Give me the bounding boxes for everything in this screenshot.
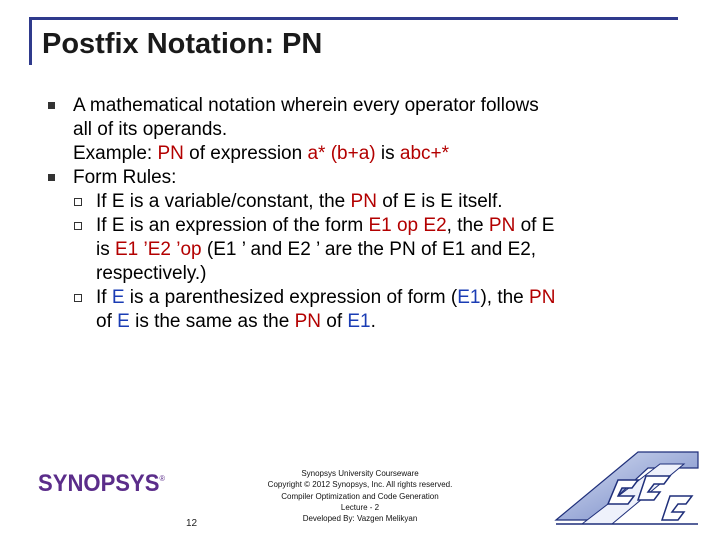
text-span: If E is a variable/constant, the (96, 191, 351, 212)
text-span: ), the (480, 287, 530, 308)
footer-credits (250, 468, 470, 524)
highlight-text: E1 (347, 311, 371, 332)
text-span: all of its operands. (73, 119, 228, 140)
text-span: If E is an expression of the form (96, 215, 369, 236)
text-line (73, 118, 227, 142)
text-span: of E is E itself. (376, 191, 503, 212)
text-line (96, 262, 207, 286)
text-span: of E (515, 215, 555, 236)
footer-line-lecture: Lecture - 2 (340, 502, 380, 512)
text-line (96, 286, 555, 310)
highlight-text: E1 ’E2 ’op (115, 239, 202, 260)
text-span: of expression (183, 143, 308, 164)
highlight-text: abc+* (399, 143, 449, 164)
highlight-text: a* (b+a) (307, 143, 376, 164)
text-span: of (96, 311, 118, 332)
highlight-text: PN (350, 191, 377, 212)
footer-line-author: Developed By: Vazgen Melikyan (302, 514, 418, 524)
text-span: respectively.) (96, 263, 207, 284)
page-number: 12 (186, 518, 198, 529)
highlight-text: PN (529, 287, 556, 308)
text-span: . (370, 311, 376, 332)
bullet-square-icon (48, 102, 55, 109)
highlight-text: E1 op E2 (368, 215, 447, 236)
highlight-text: PN (157, 143, 184, 164)
synopsys-logo (38, 470, 165, 498)
footer-line-course: Compiler Optimization and Code Generation (281, 491, 439, 501)
text-line (96, 310, 376, 334)
footer-line-courseware: Synopsys University Courseware (301, 469, 419, 478)
synopsys-logo-text: SYNOPSYS (38, 470, 160, 497)
text-line (73, 94, 539, 118)
registered-mark: ® (159, 474, 165, 483)
text-span: (E1 ’ and E2 ’ are the PN of E1 and E2, (201, 239, 537, 260)
text-span: A mathematical notation wherein every operator follows (73, 95, 539, 116)
sub-bullet-box-icon (74, 198, 82, 206)
text-span: is the same as the (129, 311, 295, 332)
csc-logo-icon (552, 446, 702, 528)
highlight-text: E (111, 287, 125, 308)
slide-title: Postfix Notation: PN (42, 28, 323, 60)
sub-bullet-box-icon (74, 222, 82, 230)
text-span: is a parenthesized expression of form ( (124, 287, 458, 308)
text-span: If (96, 287, 112, 308)
text-line (73, 142, 449, 166)
text-span: Example: (73, 143, 158, 164)
text-span: is (375, 143, 400, 164)
highlight-text: E1 (457, 287, 481, 308)
text-line (96, 214, 554, 238)
text-line (96, 190, 503, 214)
footer-line-copyright: Copyright © 2012 Synopsys, Inc. All rights reserved. (267, 480, 453, 490)
text-line (96, 238, 536, 262)
sub-bullet-box-icon (74, 294, 82, 302)
text-span: of (320, 311, 348, 332)
highlight-text: PN (294, 311, 321, 332)
highlight-text: PN (488, 215, 516, 236)
highlight-text: E (117, 311, 130, 332)
text-span: Form Rules: (73, 167, 177, 188)
bullet-square-icon (48, 174, 55, 181)
text-span: , the (446, 215, 489, 236)
text-line (73, 166, 176, 190)
text-span: is (96, 239, 115, 260)
